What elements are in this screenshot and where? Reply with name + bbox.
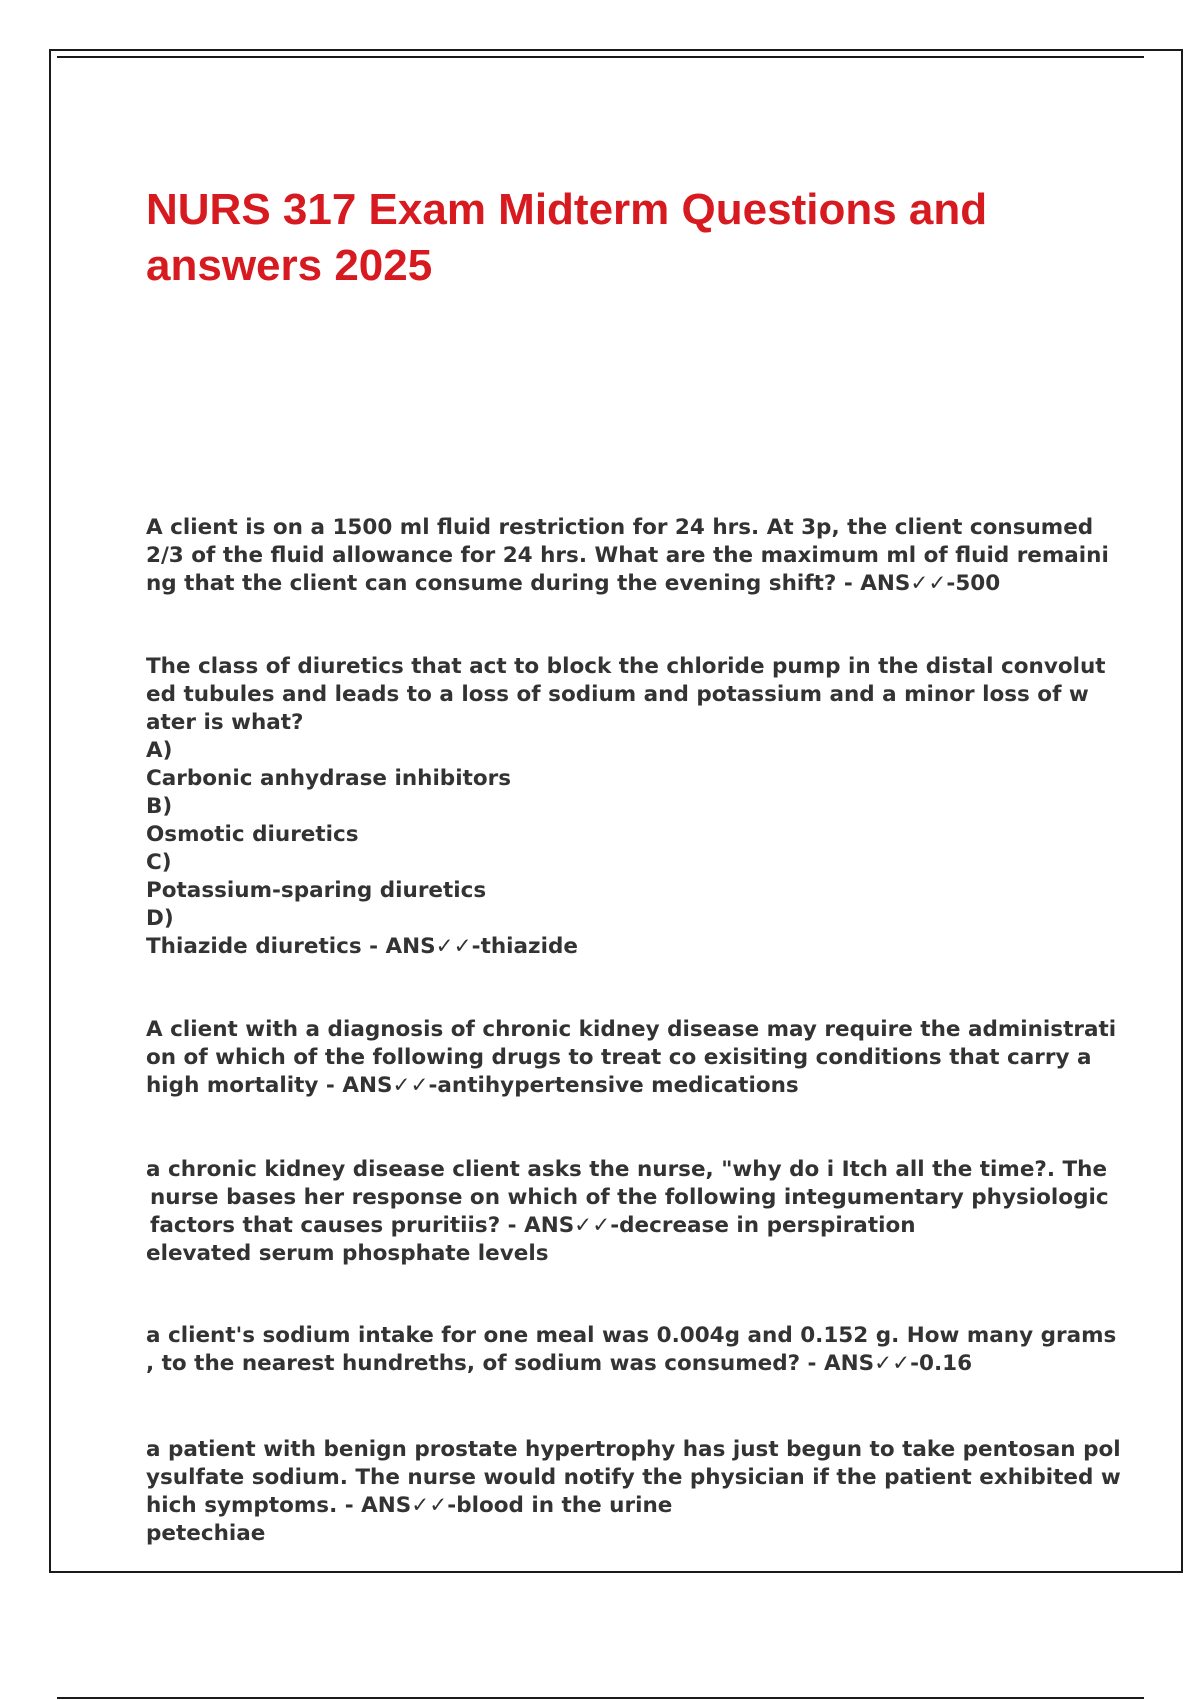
answer-line: petechiae: [146, 1521, 266, 1546]
question-line: ysulfate sodium. The nurse would notify the physician if the patient exhibited w: [146, 1465, 1121, 1490]
option-text: Osmotic diuretics: [146, 822, 359, 847]
option-text: Potassium-sparing diuretics: [146, 878, 487, 903]
question-block: [146, 1016, 1117, 1100]
question-line: The class of diuretics that act to block the chloride pump in the distal convolut: [146, 654, 1106, 679]
question-line: ater is what?: [146, 710, 304, 735]
question-line: on of which of the following drugs to treat co exisiting conditions that carry a: [146, 1045, 1092, 1070]
question-line: a client's sodium intake for one meal was 0.004g and 0.152 g. How many grams: [146, 1323, 1117, 1348]
question-line: high mortality - ANS✓✓-antihypertensive medications: [146, 1073, 799, 1098]
bottom-rule: [57, 1697, 1144, 1699]
option-text: Carbonic anhydrase inhibitors: [146, 766, 512, 791]
title-line: answers 2025: [146, 241, 433, 290]
question-block: [146, 1322, 1117, 1378]
option-label: C): [146, 850, 172, 875]
title-line: NURS 317 Exam Midterm Questions and: [146, 185, 988, 234]
question-line: factors that causes pruritiis? - ANS✓✓-decrease in perspiration: [150, 1213, 916, 1238]
question-line: nurse bases her response on which of the following integumentary physiologic: [150, 1185, 1109, 1210]
question-line: 2/3 of the fluid allowance for 24 hrs. What are the maximum ml of fluid remaini: [146, 543, 1109, 568]
question-block: [146, 1156, 1109, 1268]
option-label: A): [146, 738, 173, 763]
answer-line: elevated serum phosphate levels: [146, 1241, 549, 1266]
option-label: B): [146, 794, 173, 819]
question-line: ed tubules and leads to a loss of sodium and potassium and a minor loss of w: [146, 682, 1089, 707]
document-title: [146, 182, 1096, 294]
option-text-with-answer: Thiazide diuretics - ANS✓✓-thiazide: [146, 934, 578, 959]
question-block: [146, 653, 1106, 961]
question-block: [146, 514, 1109, 598]
top-rule: [57, 56, 1144, 58]
question-line: A client with a diagnosis of chronic kidney disease may require the administrati: [146, 1017, 1117, 1042]
question-line: , to the nearest hundreths, of sodium was consumed? - ANS✓✓-0.16: [146, 1351, 973, 1376]
question-line: A client is on a 1500 ml fluid restriction for 24 hrs. At 3p, the client consumed: [146, 515, 1094, 540]
question-line: hich symptoms. - ANS✓✓-blood in the urine: [146, 1493, 673, 1518]
question-block: [146, 1436, 1121, 1548]
question-line: a patient with benign prostate hypertrophy has just begun to take pentosan pol: [146, 1437, 1121, 1462]
option-label: D): [146, 906, 174, 931]
question-line: ng that the client can consume during the evening shift? - ANS✓✓-500: [146, 571, 1001, 596]
question-line: a chronic kidney disease client asks the nurse, "why do i Itch all the time?. The: [146, 1157, 1108, 1182]
